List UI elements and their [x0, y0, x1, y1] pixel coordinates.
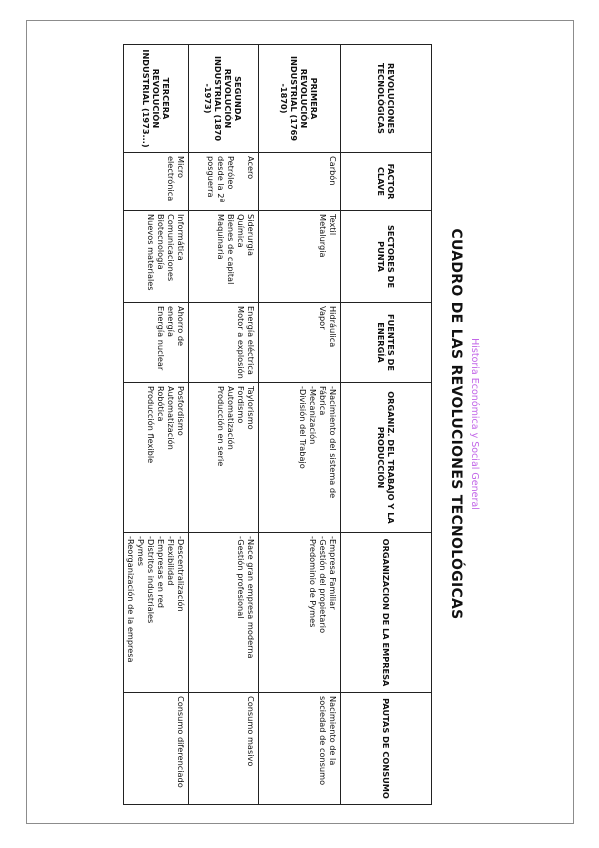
consumption-cell — [124, 693, 189, 805]
cell-line: Taylorismo — [246, 386, 256, 430]
cell-line: Automatización — [226, 386, 236, 450]
energy-cell — [124, 303, 189, 383]
revolution-name-cell: PRIMERA REVOLUCIÓN INDUSTRIAL (1769 -1870) — [259, 45, 341, 153]
cell-line: -Descentralización — [176, 536, 186, 612]
cell-line: Micro electrónica — [166, 156, 186, 202]
cell-line: Posfordismo — [176, 386, 186, 436]
cell-line: Hidráulica — [328, 306, 338, 348]
cell-line: Consumo masivo — [246, 696, 256, 767]
cell-line: Producción en serie — [216, 386, 226, 467]
consumption-cell — [259, 693, 341, 805]
work-organization-cell — [259, 383, 341, 533]
header-cell: REVOLUCIONES TECNOLÓGICAS — [341, 45, 432, 153]
cell-line: -Nace gran empresa moderna — [246, 536, 256, 659]
cell-line: Vapor — [318, 306, 328, 330]
cell-line: Fordismo — [236, 386, 246, 424]
cell-line: -Empresas en red — [156, 536, 166, 608]
cell-line: Acero — [246, 156, 256, 180]
cell-line: Producción flexible — [146, 386, 156, 464]
cell-line: Biotecnología — [156, 214, 166, 270]
cell-line: -Reorganización de la empresa — [126, 536, 136, 663]
cell-line: Carbón — [328, 156, 338, 186]
cell-line: -Mecanización — [308, 386, 318, 445]
cell-line: Energía nuclear — [156, 306, 166, 371]
cell-line: -Flexibilidad — [166, 536, 176, 586]
course-subtitle: Historia Económica y Social General — [469, 338, 480, 510]
factor-cell — [189, 153, 259, 211]
cell-line — [236, 156, 246, 207]
landscape-content — [126, 44, 482, 804]
cell-line: Química — [236, 214, 246, 248]
table-row — [189, 45, 259, 805]
cell-line: Consumo diferenciado — [176, 696, 186, 788]
revolutions-table — [123, 44, 432, 805]
header-cell: ORGANIZ. DEL TRABAJO Y LA PRODUCCIÓN — [341, 383, 432, 533]
factor-cell — [259, 153, 341, 211]
cell-line: -Distritos industriales — [146, 536, 156, 624]
energy-cell — [189, 303, 259, 383]
work-organization-cell — [124, 383, 189, 533]
consumption-cell — [189, 693, 259, 805]
table-header — [341, 45, 432, 805]
company-organization-cell — [259, 533, 341, 693]
sectors-cell — [189, 211, 259, 303]
cell-line: -Empresa Familiar — [328, 536, 338, 610]
cell-line: Informática — [176, 214, 186, 261]
cell-line: -Nacimiento del sistema de Fábrica — [318, 386, 338, 499]
energy-cell — [259, 303, 341, 383]
cell-line: Automatización — [166, 386, 176, 450]
table-row — [124, 45, 189, 805]
company-organization-cell — [189, 533, 259, 693]
work-organization-cell — [189, 383, 259, 533]
header-row — [341, 45, 432, 805]
cell-line: Ahorro de energía — [166, 306, 186, 347]
header-cell: FACTOR CLAVE — [341, 153, 432, 211]
cell-line: Nacimiento de la sociedad de consumo — [318, 696, 338, 786]
revolution-name-cell: SEGUNDA REVOLUCIÓN INDUSTRIAL (1870 -1973) — [189, 45, 259, 153]
cell-line: Siderurgia — [246, 214, 256, 256]
cell-line: -Pymes — [136, 536, 146, 567]
sectors-cell — [259, 211, 341, 303]
cell-line: Metalurgia — [318, 214, 328, 258]
cell-line: -Gestión profesional — [236, 536, 246, 619]
cell-line: Nuevos materiales — [146, 214, 156, 291]
cell-line: Robótica — [156, 386, 166, 422]
cell-line: Energía eléctrica — [246, 306, 256, 375]
cell-line: -Gestión del propietario — [318, 536, 328, 634]
cell-line: -Predominio de Pymes — [308, 536, 318, 628]
page-title: CUADRO DE LAS REVOLUCIONES TECNOLÓGICAS — [448, 228, 464, 620]
cell-line: Comunicaciones — [166, 214, 176, 282]
sectors-cell — [124, 211, 189, 303]
company-organization-cell — [124, 533, 189, 693]
header-cell: SECTORES DE PUNTA — [341, 211, 432, 303]
cell-line: Motor a explosión — [236, 306, 246, 379]
header-cell: ORGANIZACION DE LA EMPRESA — [341, 533, 432, 693]
revolution-name-cell: TERCERA REVOLUCIÓN INDUSTRIAL (1973...) — [124, 45, 189, 153]
cell-line: Maquinaria — [216, 214, 226, 260]
cell-line: -División del Trabajo — [298, 386, 308, 469]
cell-line: Textil — [328, 214, 338, 236]
header-cell: FUENTES DE ENERGÍA — [341, 303, 432, 383]
cell-line: Bienes de capital — [226, 214, 236, 285]
cell-line: Petróleo desde la 2ª posguerra — [206, 156, 236, 203]
header-cell: PAUTAS DE CONSUMO — [341, 693, 432, 805]
table-row — [259, 45, 341, 805]
factor-cell — [124, 153, 189, 211]
rotated-content — [126, 44, 482, 804]
